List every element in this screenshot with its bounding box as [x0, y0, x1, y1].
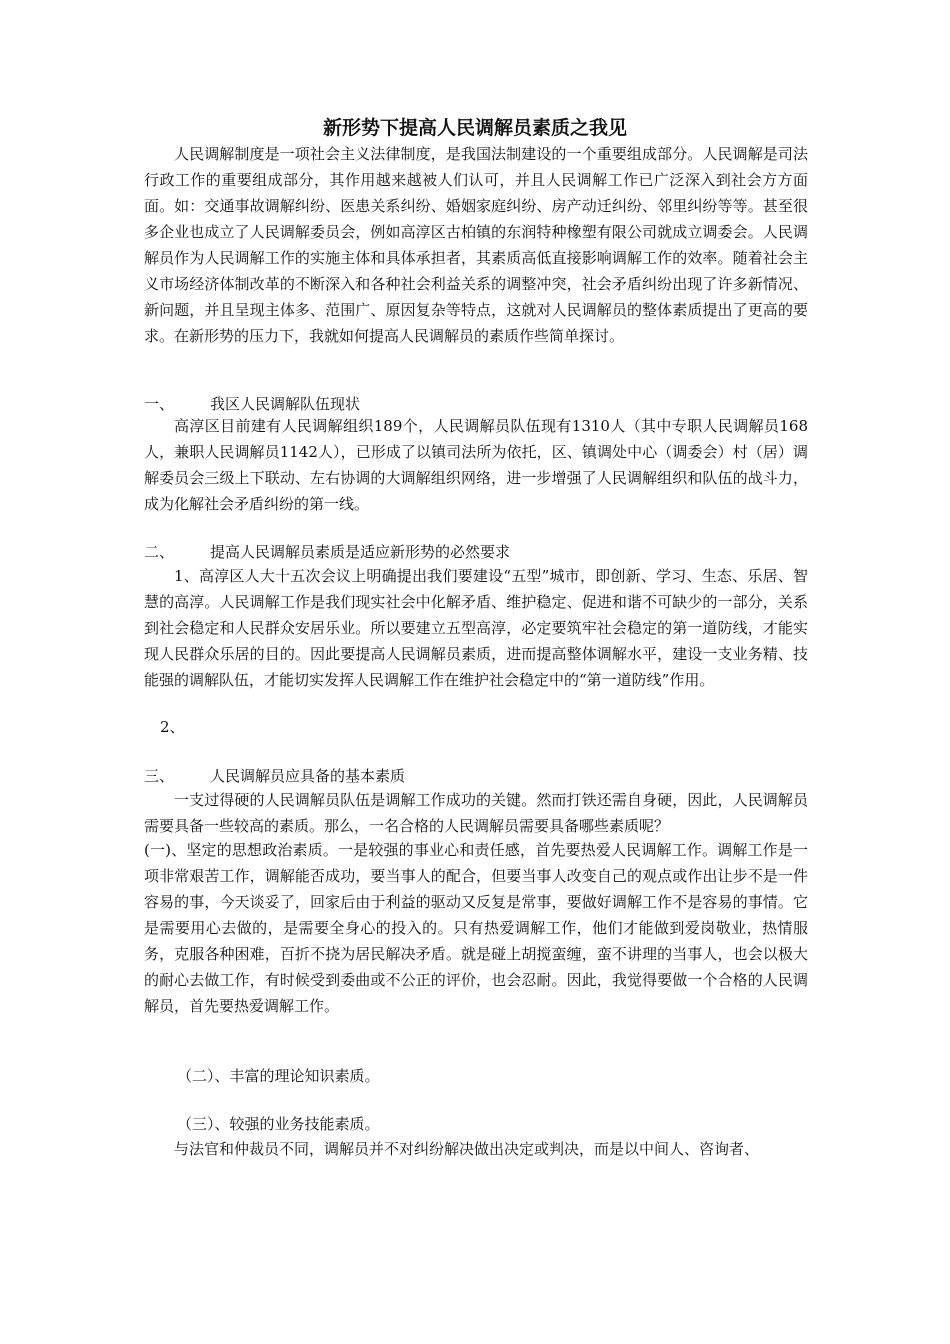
section-2-number: 二、 — [144, 543, 175, 561]
section-3-point-1: (一)、坚定的思想政治素质。一是较强的事业心和责任感，首先要热爱人民调解工作。调解工作是一项非常艰苦工作，调解能否成功，要当事人的配合，但要当事人改变自己的观点或作出让步不是一件容易的事，今天谈妥了，回家后由于利益的驱动又反复是常事，要做好调解工作不是容易的事情。它是需要用心去做的，是需要全身心的投入的。只有热爱调解工作，他们才能做到爱岗敬业，热情服务，克服各种困难，百折不挠为居民解决矛盾。就是碰上胡搅蛮缠，蛮不讲理的当事人，也会以极大的耐心去做工作，有时候受到委曲或不公正的评价，也会忍耐。因此，我觉得要做一个合格的人民调解员，首先要热爱调解工作。 — [144, 841, 808, 1015]
section-1-number: 一、 — [144, 395, 175, 413]
section-3-number: 三、 — [144, 767, 175, 785]
intro-paragraph: 人民调解制度是一项社会主义法律制度，是我国法制建设的一个重要组成部分。人民调解是司法行政工作的重要组成部分，其作用越来越被人们认可，并且人民调解工作已广泛深入到社会方方面面。如：交通事故调解纠纷、医患关系纠纷、婚姻家庭纠纷、房产动迁纠纷、邻里纠纷等等。甚至很多企业也成立了人民调解委员会，例如高淳区古柏镇的东润特种橡塑有限公司就成立调委会。人民调解员作为人民调解工作的实施主体和具体承担者，其素质高低直接影响调解工作的效率。随着社会主义市场经济体制改革的不断深入和各种社会利益关系的调整冲突，社会矛盾纠纷出现了许多新情况、新问题，并且呈现主体多、范围广、原因复杂等特点，这就对人民调解员的整体素质提出了更高的要求。在新形势的压力下，我就如何提高人民调解员的素质作些简单探讨。 — [144, 145, 808, 345]
section-3-paragraph: 一支过得硬的人民调解员队伍是调解工作成功的关键。然而打铁还需自身硬，因此，人民调解员需要具备一些较高的素质。那么，一名合格的人民调解员需要具备哪些素质呢？ — [144, 791, 808, 835]
section-3-point-2: （二）、丰富的理论知识素质。 — [177, 1067, 380, 1085]
section-3-heading — [144, 763, 405, 789]
section-2-item-2: 2、 — [160, 718, 185, 736]
section-2-heading — [144, 539, 510, 565]
section-1-paragraph: 高淳区目前建有人民调解组织189个，人民调解员队伍现有1310人（其中专职人民调解员168人，兼职人民调解员1142人），已形成了以镇司法所为依托，区、镇调处中心（调委会）村（居）调解委员会三级上下联动、左右协调的大调解组织网络，进一步增强了人民调解组织和队伍的战斗力，成为化解社会矛盾纠纷的第一线。 — [144, 417, 808, 513]
section-3-point-3-paragraph: 与法官和仲裁员不同，调解员并不对纠纷解决做出决定或判决，而是以中间人、咨询者、 — [174, 1140, 760, 1158]
section-2-paragraph: 1、高淳区人大十五次会议上明确提出我们要建设“五型”城市，即创新、学习、生态、乐居、智慧的高淳。人民调解工作是我们现实社会中化解矛盾、维护稳定、促进和谐不可缺少的一部分，关系到社会稳定和人民群众安居乐业。所以要建立五型高淳，必定要筑牢社会稳定的第一道防线，才能实现人民群众乐居的目的。因此要提高人民调解员素质，进而提高整体调解水平，建设一支业务精、技能强的调解队伍，才能切实发挥人民调解工作在维护社会稳定中的“第一道防线”作用。 — [144, 567, 808, 689]
section-3-point-3: （三）、较强的业务技能素质。 — [177, 1115, 380, 1133]
section-1-title: 我区人民调解队伍现状 — [210, 395, 361, 413]
section-2-title: 提高人民调解员素质是适应新形势的必然要求 — [210, 543, 511, 561]
document-title: 新形势下提高人民调解员素质之我见 — [322, 117, 627, 139]
section-3-title: 人民调解员应具备的基本素质 — [210, 767, 406, 785]
